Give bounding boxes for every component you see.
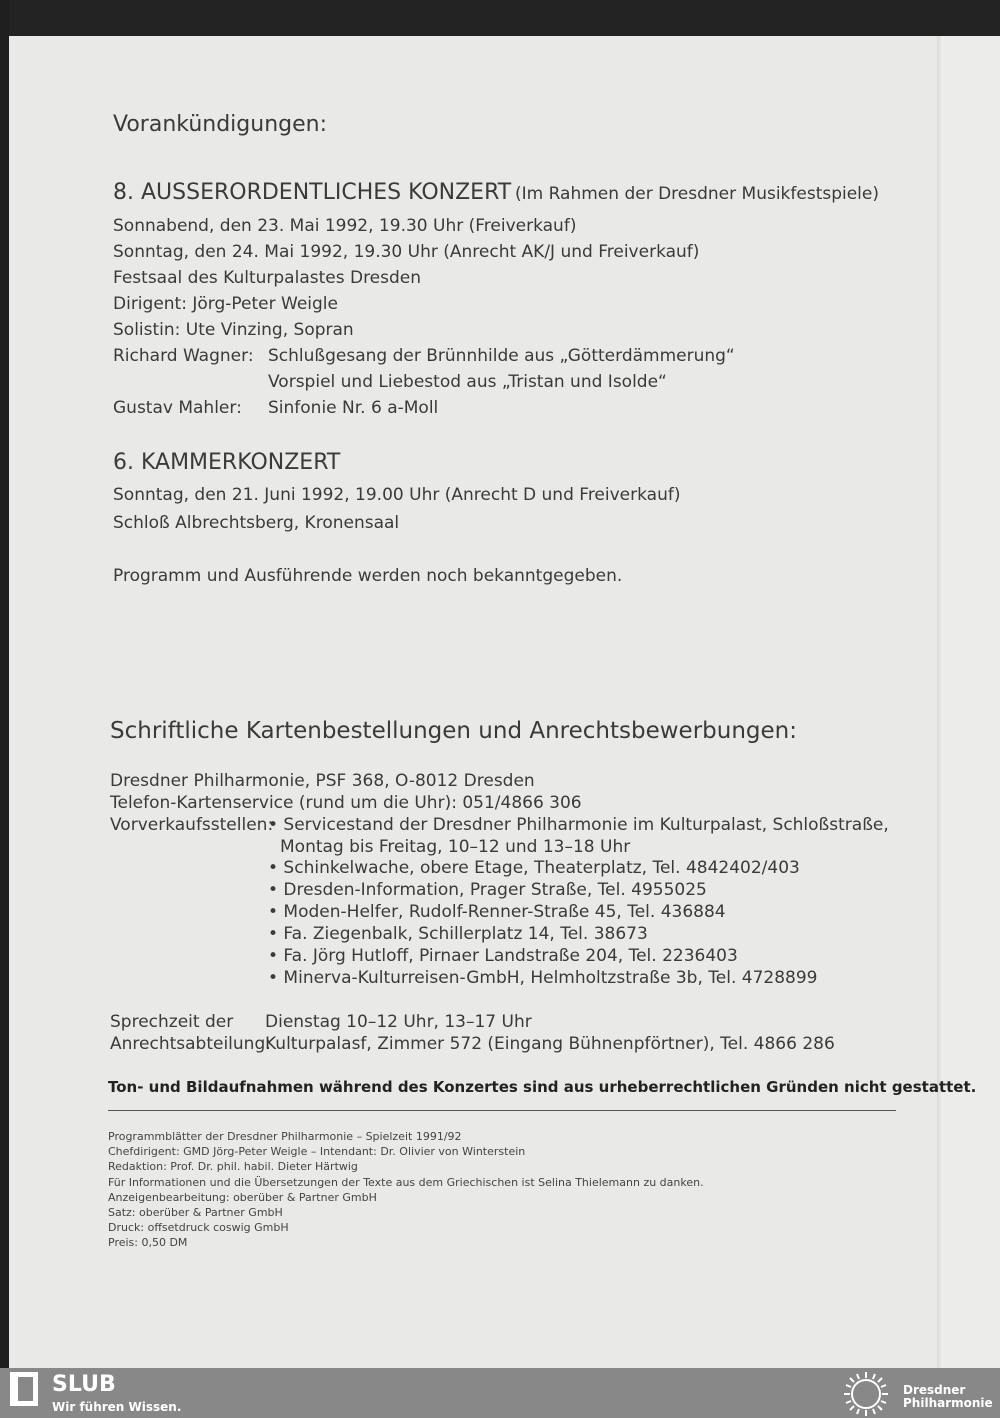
imprint-line: Anzeigenbearbeitung: oberüber & Partner GmbH (108, 1191, 377, 1204)
concert1-date1: Sonnabend, den 23. Mai 1992, 19.30 Uhr (Freiverkauf) (113, 216, 577, 236)
concert2-title: 6. KAMMERKONZERT (113, 450, 341, 475)
imprint-line: Druck: offsetdruck coswig GmbH (108, 1221, 289, 1234)
recording-notice: Ton- und Bildaufnahmen während des Konzertes sind aus urheberrechtlichen Gründen nicht gestattet. (108, 1078, 977, 1096)
imprint-line: Redaktion: Prof. Dr. phil. habil. Dieter Härtwig (108, 1160, 358, 1173)
office-label-2: Anrechtsabteilung: (110, 1034, 271, 1054)
composer-mahler: Gustav Mahler: (113, 398, 242, 418)
scan-border-top (0, 0, 1000, 36)
outlet-item: • Fa. Jörg Hutloff, Pirnaer Landstraße 204, Tel. 2236403 (268, 946, 738, 966)
work-wagner-2: Vorspiel und Liebestod aus „Tristan und Isolde“ (268, 372, 667, 392)
imprint-line: Programmblätter der Dresdner Philharmonie – Spielzeit 1991/92 (108, 1130, 462, 1143)
work-mahler: Sinfonie Nr. 6 a-Moll (268, 398, 439, 418)
concert1-date2: Sonntag, den 24. Mai 1992, 19.30 Uhr (Anrecht AK/J und Freiverkauf) (113, 242, 700, 262)
concert2-venue: Schloß Albrechtsberg, Kronensaal (113, 513, 400, 533)
outlet-item: • Fa. Ziegenbalk, Schillerplatz 14, Tel. 38673 (268, 924, 648, 944)
imprint-line: Preis: 0,50 DM (108, 1236, 188, 1249)
concert2-date: Sonntag, den 21. Juni 1992, 19.00 Uhr (Anrecht D und Freiverkauf) (113, 485, 681, 505)
scan-border-left (0, 0, 9, 1368)
concert1-subtitle: (Im Rahmen der Dresdner Musikfestspiele) (515, 184, 879, 204)
concert1-conductor: Dirigent: Jörg-Peter Weigle (113, 294, 338, 314)
outlet-item: • Servicestand der Dresdner Philharmonie im Kulturpalast, Schloßstraße, (268, 815, 889, 835)
slub-title[interactable]: SLUB (52, 1372, 116, 1397)
page-edge (943, 36, 1000, 1368)
composer-wagner: Richard Wagner: (113, 346, 254, 366)
dp-line-2: Philharmonie (903, 1396, 993, 1410)
outlet-item: • Moden-Helfer, Rudolf-Renner-Straße 45, Tel. 436884 (268, 902, 726, 922)
slub-logo-icon[interactable] (10, 1372, 38, 1406)
concert1-venue: Festsaal des Kulturpalastes Dresden (113, 268, 422, 288)
office-room: Kulturpalasf, Zimmer 572 (Eingang Bühnenpförtner), Tel. 4866 286 (265, 1034, 835, 1054)
outlet-item: • Schinkelwache, obere Etage, Theaterplatz, Tel. 4842402/403 (268, 858, 800, 878)
concert1-soloist: Solistin: Ute Vinzing, Sopran (113, 320, 354, 340)
imprint-line: Chefdirigent: GMD Jörg-Peter Weigle – Intendant: Dr. Olivier von Winterstein (108, 1145, 526, 1158)
tickets-address: Dresdner Philharmonie, PSF 368, O-8012 Dresden (110, 771, 535, 791)
outlets-label: Vorverkaufsstellen: (110, 815, 274, 835)
divider (108, 1110, 896, 1111)
concert1-title: 8. AUSSERORDENTLICHES KONZERT (113, 180, 512, 205)
announcements-heading: Vorankündigungen: (113, 112, 328, 137)
outlet-item: • Dresden-Information, Prager Straße, Tel. 4955025 (268, 880, 707, 900)
dresdner-philharmonie-logo-icon[interactable] (842, 1370, 890, 1418)
imprint-line: Satz: oberüber & Partner GmbH (108, 1206, 283, 1219)
office-label-1: Sprechzeit der (110, 1012, 234, 1032)
office-hours: Dienstag 10–12 Uhr, 13–17 Uhr (265, 1012, 532, 1032)
tickets-phone: Telefon-Kartenservice (rund um die Uhr): 051/4866 306 (110, 793, 582, 813)
tickets-heading: Schriftliche Kartenbestellungen und Anrechtsbewerbungen: (110, 718, 797, 744)
outlet-item: • Minerva-Kulturreisen-GmbH, Helmholtzstraße 3b, Tel. 4728899 (268, 968, 818, 988)
slub-subtitle: Wir führen Wissen. (52, 1400, 182, 1414)
dp-line-1: Dresdner (903, 1383, 966, 1397)
concert2-note: Programm und Ausführende werden noch bekanntgegeben. (113, 566, 623, 586)
dresdner-philharmonie-label (903, 1384, 993, 1410)
outlet-item: Montag bis Freitag, 10–12 und 13–18 Uhr (280, 837, 631, 857)
work-wagner-1: Schlußgesang der Brünnhilde aus „Götterdämmerung“ (268, 346, 735, 366)
imprint-line: Für Informationen und die Übersetzungen der Texte aus dem Griechischen ist Selina Thielemann zu danken. (108, 1176, 704, 1189)
